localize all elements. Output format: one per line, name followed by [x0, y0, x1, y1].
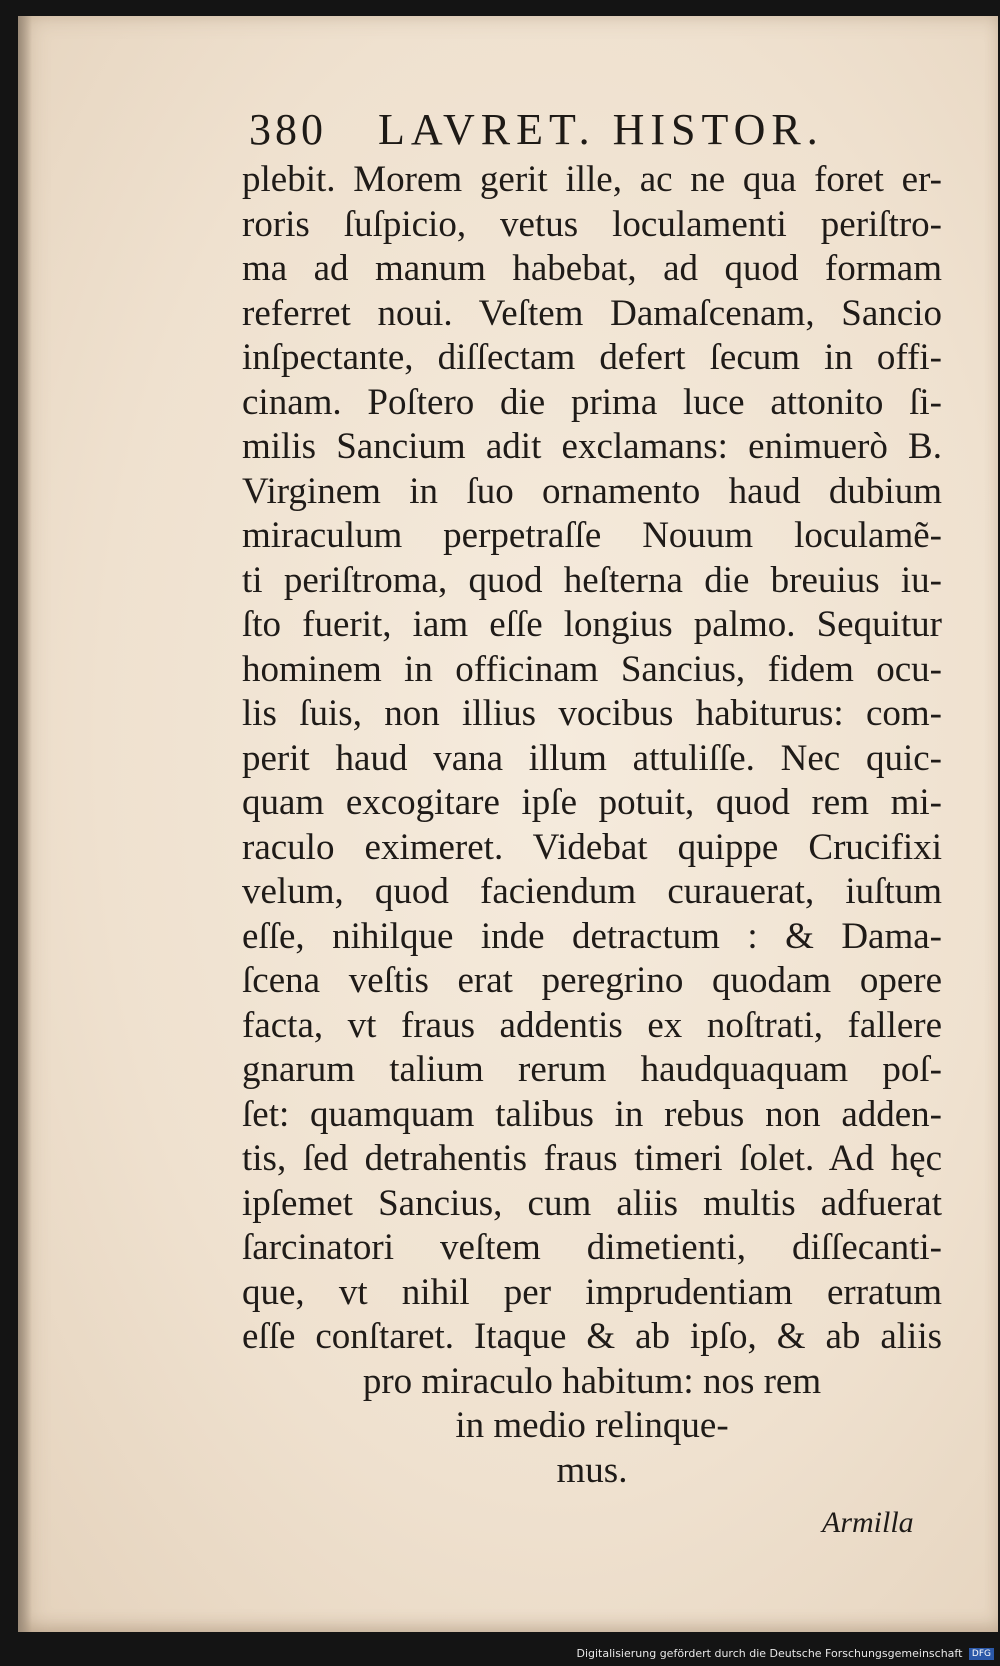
text-line: que, vt nihil per imprudentiam erratum	[242, 1271, 942, 1313]
text-line: referret noui. Veſtem Damaſcenam, Sancio	[242, 292, 942, 334]
text-line: ma ad manum habebat, ad quod formam	[242, 248, 942, 289]
text-line: milis Sancium adit exclamans: enimuerò B.	[242, 426, 942, 467]
dfg-logo: DFG	[969, 1648, 994, 1660]
text-line: eſſe conſtaret. Itaque & ab ipſo, & ab aliis	[242, 1316, 942, 1357]
text-line: raculo eximeret. Videbat quippe Crucifixi	[242, 826, 942, 868]
text-line: cinam. Poſtero die prima luce attonito ſi-	[242, 381, 942, 423]
text-line: ſarcinatori veſtem dimetienti, diſſecanti-	[242, 1227, 942, 1268]
text-line: ſto fuerit, iam eſſe longius palmo. Sequitur	[242, 604, 942, 645]
text-line: ſet: quamquam talibus in rebus non adden-	[242, 1093, 942, 1135]
text-line: ipſemet Sancius, cum aliis multis adfuerat	[242, 1182, 942, 1224]
digitization-credit	[576, 1647, 994, 1660]
closing-line: pro miraculo habitum: nos rem	[362, 1360, 822, 1402]
running-title: LAVRET. HISTOR.	[378, 105, 824, 154]
text-line: inſpectante, diſſectam defert ſecum in offi-	[242, 337, 942, 378]
text-line: quam excogitare ipſe potuit, quod rem mi-	[242, 782, 942, 823]
text-line: tis, ſed detrahentis fraus timeri ſolet. Ad hęc	[242, 1138, 942, 1179]
text-line: ti periſtroma, quod heſterna die breuius iu-	[242, 559, 942, 601]
text-line: perit haud vana illum attuliſſe. Nec quic-	[242, 737, 942, 779]
text-line: facta, vt fraus addentis ex noſtrati, fallere	[242, 1004, 942, 1046]
text-line: velum, quod faciendum curauerat, iuſtum	[242, 871, 942, 912]
text-line: eſſe, nihilque inde detractum : & Dama-	[242, 915, 942, 957]
text-line: plebit. Morem gerit ille, ac ne qua foret er-	[242, 159, 942, 200]
body-text	[242, 158, 942, 1493]
page-gutter	[18, 16, 32, 1632]
text-line: lis ſuis, non illius vocibus habiturus: com-	[242, 693, 942, 734]
text-line: gnarum talium rerum haudquaquam poſ-	[242, 1049, 942, 1090]
catchword: Armilla	[822, 1506, 914, 1539]
running-head	[249, 104, 824, 155]
text-line: hominem in officinam Sancius, fidem ocu-	[242, 648, 942, 690]
page-number: 380	[249, 105, 327, 154]
text-line: roris ſuſpicio, vetus loculamenti periſtro-	[242, 203, 942, 245]
text-line: Virginem in ſuo ornamento haud dubium	[242, 470, 942, 512]
text-line: miraculum perpetraſſe Nouum loculamẽ-	[242, 515, 942, 556]
text-line: ſcena veſtis erat peregrino quodam opere	[242, 960, 942, 1001]
credit-text: Digitalisierung gefördert durch die Deutsche Forschungsgemeinschaft	[576, 1647, 963, 1660]
closing-line: mus.	[556, 1449, 628, 1491]
closing-line: in medio relinque-	[455, 1405, 729, 1446]
